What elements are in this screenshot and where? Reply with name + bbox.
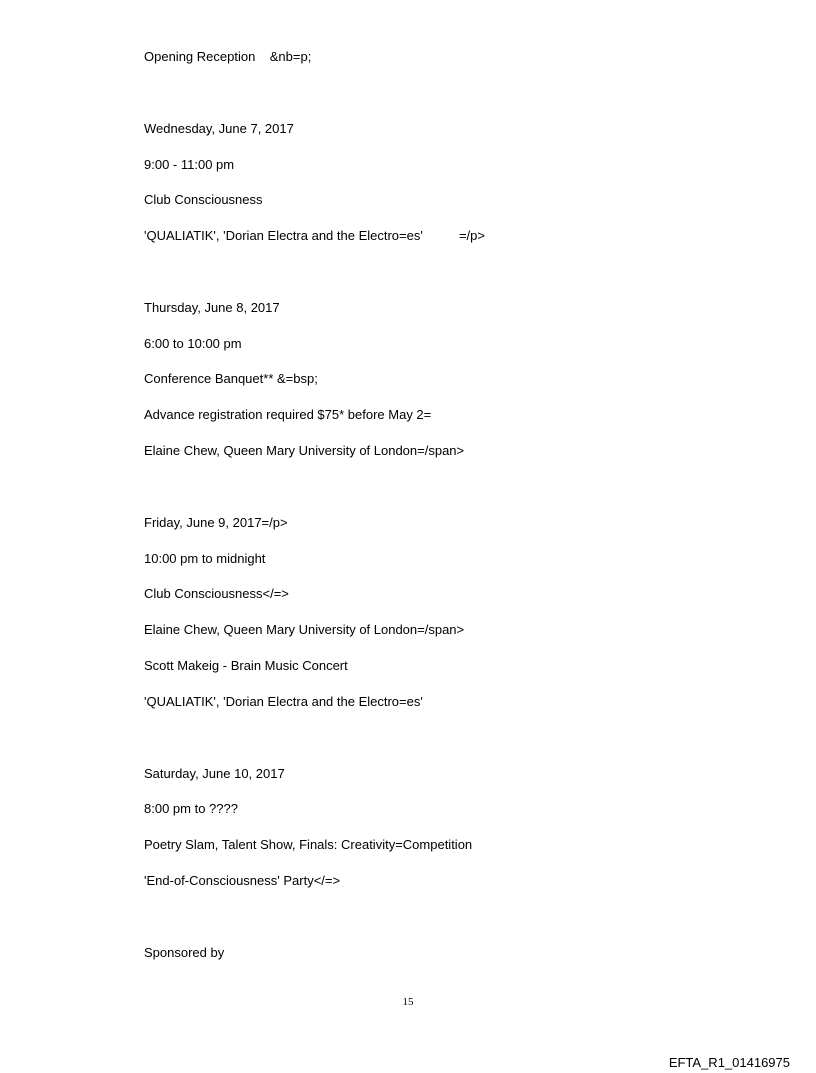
friday-concert: Scott Makeig - Brain Music Concert xyxy=(144,658,348,673)
sponsored-by-label: Sponsored by xyxy=(144,945,225,960)
saturday-time: 8:00 pm to ???? xyxy=(144,801,238,816)
wednesday-time: 9:00 - 11:00 pm xyxy=(144,157,235,172)
friday-performers: 'QUALIATIK', 'Dorian Electra and the Electro=es' xyxy=(144,694,423,709)
document-id: EFTA_R1_01416975 xyxy=(668,1055,790,1070)
thursday-speaker: Elaine Chew, Queen Mary University of London=/span> xyxy=(144,443,465,458)
thursday-date: Thursday, June 8, 2017 xyxy=(144,300,280,315)
thursday-event-name: Conference Banquet** &=bsp; xyxy=(144,371,318,386)
friday-event-name: Club Consciousness</=> xyxy=(144,586,289,601)
wednesday-performers: 'QUALIATIK', 'Dorian Electra and the Electro=es' =/p> xyxy=(144,228,485,243)
friday-date: Friday, June 9, 2017=/p> xyxy=(144,515,288,530)
friday-speaker: Elaine Chew, Queen Mary University of London=/span> xyxy=(144,622,465,637)
saturday-date: Saturday, June 10, 2017 xyxy=(144,766,285,781)
page-number: 15 xyxy=(402,996,414,1008)
thursday-registration: Advance registration required $75* before May 2= xyxy=(144,407,432,422)
opening-reception-title: Opening Reception &nb=p; xyxy=(144,49,312,64)
wednesday-date: Wednesday, June 7, 2017 xyxy=(144,121,294,136)
saturday-party: 'End-of-Consciousness' Party</=> xyxy=(144,873,341,888)
saturday-event-name: Poetry Slam, Talent Show, Finals: Creativity=Competition xyxy=(144,837,473,852)
friday-time: 10:00 pm to midnight xyxy=(144,551,266,566)
wednesday-event-name: Club Consciousness xyxy=(144,192,263,207)
thursday-time: 6:00 to 10:00 pm xyxy=(144,336,242,351)
